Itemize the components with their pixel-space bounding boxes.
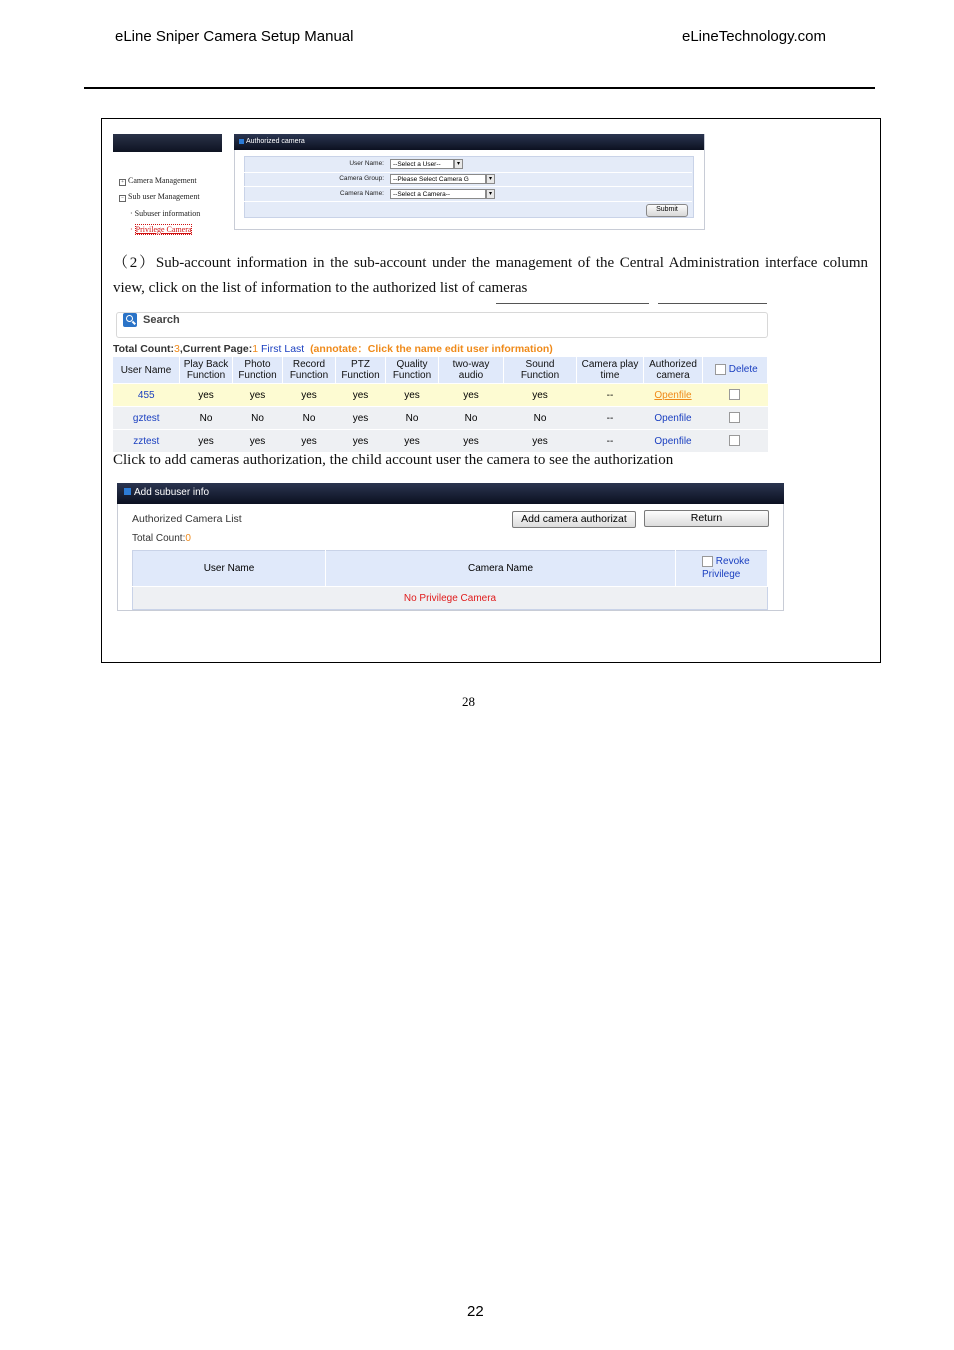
total-count-label: Total Count: xyxy=(113,343,175,355)
menu-camera-management[interactable]: + Camera Management xyxy=(119,176,197,186)
col-user-name: User Name xyxy=(113,357,180,384)
total-count-line xyxy=(132,533,191,544)
sidebar-header xyxy=(113,134,222,152)
camera-group-select[interactable]: --Please Select Camera G xyxy=(390,174,486,184)
authorized-list-label: Authorized Camera List xyxy=(132,513,242,525)
search-label[interactable]: Search xyxy=(143,314,180,326)
col-record: Record Function xyxy=(283,357,336,384)
col-photo: Photo Function xyxy=(233,357,283,384)
table-cell: No xyxy=(180,407,233,430)
table-cell: -- xyxy=(577,384,644,407)
subuser-table xyxy=(113,357,768,452)
table-cell: yes xyxy=(180,384,233,407)
col-delete xyxy=(703,357,768,384)
table-cell: yes xyxy=(386,430,439,453)
subuser-title: Add subuser info xyxy=(134,487,210,498)
table-cell: yes xyxy=(336,384,386,407)
table-cell: yes xyxy=(336,430,386,453)
submit-button[interactable]: Submit xyxy=(646,204,688,217)
chevron-down-icon[interactable]: ▾ xyxy=(454,159,463,169)
openfile-link[interactable]: Openfile xyxy=(644,430,703,453)
privilege-link[interactable]: Privilege xyxy=(702,568,741,580)
user-name-link[interactable]: 455 xyxy=(113,384,180,407)
table-cell: No xyxy=(283,407,336,430)
col-camera-play-time: Camera play time xyxy=(577,357,644,384)
camera-name-select[interactable]: --Select a Camera-- xyxy=(390,189,486,199)
user-name-link[interactable]: gztest xyxy=(113,407,180,430)
empty-message: No Privilege Camera xyxy=(133,587,768,610)
camera-group-label: Camera Group: xyxy=(339,175,384,182)
panel-titlebar xyxy=(234,134,704,150)
table-cell xyxy=(703,407,768,430)
user-name-link[interactable]: zztest xyxy=(113,430,180,453)
panel-icon xyxy=(124,488,131,495)
openfile-link[interactable]: Openfile xyxy=(644,407,703,430)
table-row xyxy=(113,430,768,453)
table-cell: yes xyxy=(439,384,504,407)
col-camera-name: Camera Name xyxy=(326,551,676,587)
delete-link[interactable]: Delete xyxy=(728,364,758,376)
total-count-label: Total Count: xyxy=(132,533,186,544)
row-checkbox[interactable] xyxy=(729,435,740,446)
col-two-way-audio: two-way audio xyxy=(439,357,504,384)
row-checkbox[interactable] xyxy=(729,389,740,400)
rule xyxy=(496,303,649,304)
table-cell: yes xyxy=(233,384,283,407)
table-header-row xyxy=(113,357,768,384)
row-checkbox[interactable] xyxy=(729,412,740,423)
table-cell: yes xyxy=(180,430,233,453)
table-cell: yes xyxy=(439,430,504,453)
table-cell: -- xyxy=(577,430,644,453)
table-cell: No xyxy=(504,407,577,430)
current-page-value: 1 xyxy=(252,343,259,355)
select-all-checkbox[interactable] xyxy=(702,556,713,567)
table-cell: -- xyxy=(577,407,644,430)
table-row xyxy=(113,384,768,407)
chevron-down-icon[interactable]: ▾ xyxy=(486,189,495,199)
col-ptz: PTZ Function xyxy=(336,357,386,384)
col-play-back: Play Back Function xyxy=(180,357,233,384)
inner-page-number: 28 xyxy=(462,694,475,709)
col-revoke-privilege xyxy=(676,551,768,587)
first-page-link[interactable]: First xyxy=(261,343,282,355)
chevron-down-icon[interactable]: ▾ xyxy=(486,174,495,184)
search-panel xyxy=(116,312,768,338)
paragraph-1: （2）Sub-account information in the sub-account under the management of the Central Administration interface column view, click on the list of information to the authorized list of cameras xyxy=(113,255,868,296)
col-user-name: User Name xyxy=(133,551,326,587)
table-row xyxy=(133,587,768,610)
table-cell xyxy=(703,430,768,453)
return-button[interactable]: Return xyxy=(644,510,769,527)
menu-sub-user-management[interactable]: − Sub user Management xyxy=(119,192,200,202)
table-cell xyxy=(703,384,768,407)
col-sound: Sound Function xyxy=(504,357,577,384)
select-all-checkbox[interactable] xyxy=(715,364,726,375)
camera-name-label: Camera Name: xyxy=(339,190,384,197)
table-header-row xyxy=(133,551,768,587)
table-row xyxy=(113,407,768,430)
total-count-value: 3 xyxy=(174,343,180,355)
header-rule xyxy=(84,87,875,89)
last-page-link[interactable]: Last xyxy=(284,343,305,355)
col-authorized-camera: Authorized camera xyxy=(644,357,703,384)
search-icon[interactable] xyxy=(123,313,137,327)
table-cell: yes xyxy=(283,384,336,407)
user-select[interactable]: --Select a User-- xyxy=(390,159,454,169)
table-cell: yes xyxy=(283,430,336,453)
openfile-link[interactable]: Openfile xyxy=(644,384,703,407)
total-count-value: 0 xyxy=(185,533,191,544)
table-cell: No xyxy=(386,407,439,430)
total-count-line xyxy=(113,341,553,356)
subuser-titlebar xyxy=(117,483,784,504)
authorized-camera-table xyxy=(132,550,768,610)
table-cell: No xyxy=(233,407,283,430)
panel-title: Authorized camera xyxy=(246,138,305,145)
website: eLineTechnology.com xyxy=(682,28,826,45)
table-cell: yes xyxy=(233,430,283,453)
table-cell: yes xyxy=(386,384,439,407)
manual-title: eLine Sniper Camera Setup Manual xyxy=(115,28,354,45)
page-number: 22 xyxy=(467,1303,484,1320)
col-quality: Quality Function xyxy=(386,357,439,384)
user-name-label: User Name: xyxy=(349,160,384,167)
table-cell: yes xyxy=(504,430,577,453)
panel-icon xyxy=(239,139,244,144)
paragraph-2: Click to add cameras authorization, the child account user the camera to see the authorization xyxy=(113,452,674,468)
annotate-note: (annotate：Click the name edit user information) xyxy=(310,343,553,355)
menu-privilege-camera[interactable]: · Privilege Camera xyxy=(130,225,192,234)
menu-subuser-information[interactable]: · Subuser information xyxy=(130,209,201,218)
rule xyxy=(658,303,767,304)
current-page-label: ,Current Page: xyxy=(179,343,253,355)
table-cell: No xyxy=(439,407,504,430)
expand-icon: + xyxy=(119,179,126,186)
table-cell: yes xyxy=(336,407,386,430)
table-cell: yes xyxy=(504,384,577,407)
collapse-icon: − xyxy=(119,195,126,202)
add-camera-authorization-button[interactable]: Add camera authorizat xyxy=(512,511,636,528)
revoke-link[interactable]: Revoke xyxy=(715,556,750,568)
